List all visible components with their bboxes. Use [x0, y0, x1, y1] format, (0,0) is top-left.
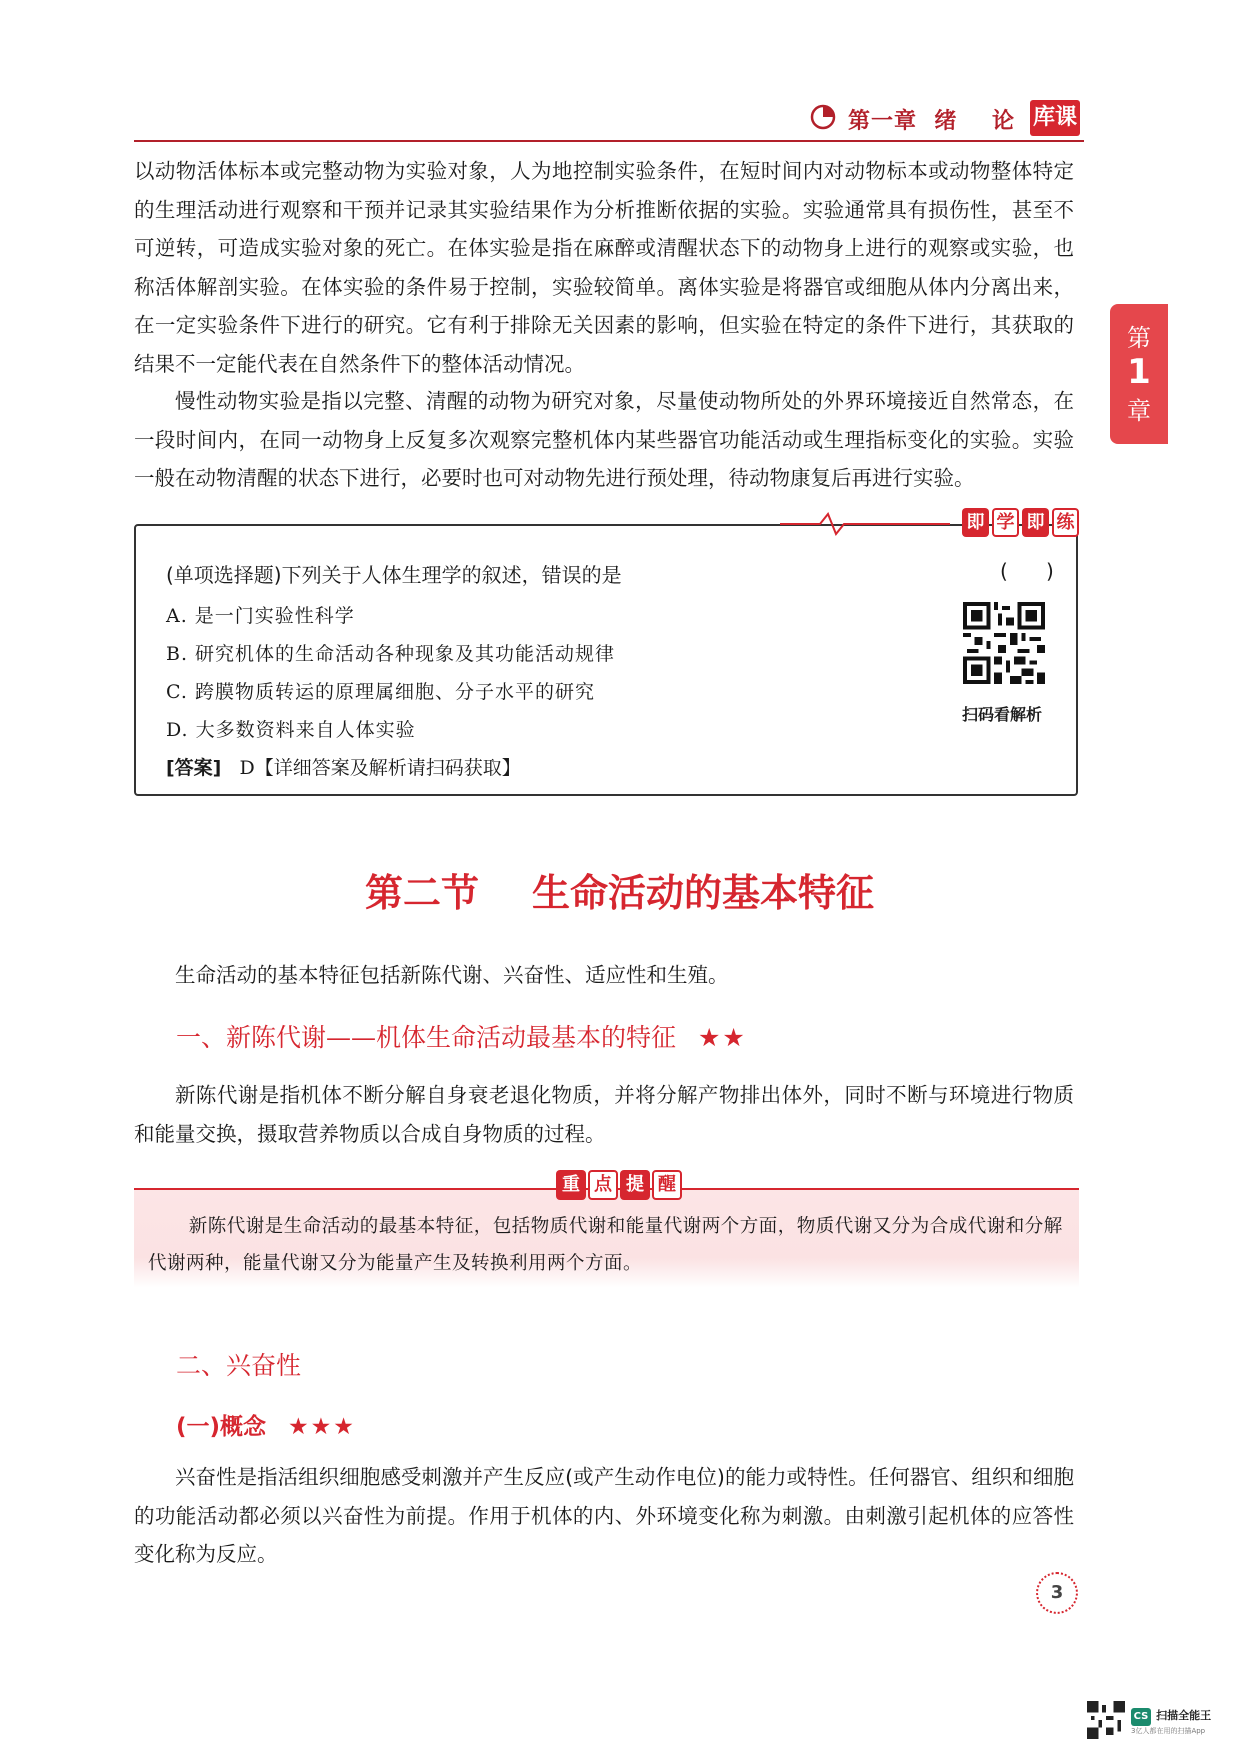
side-tab-number: 1 [1127, 352, 1151, 392]
badge-char: 重 [556, 1170, 586, 1200]
qr-code-icon[interactable] [963, 602, 1045, 684]
scanner-qr-icon [1087, 1701, 1125, 1739]
option-c: C. 跨膜物质转运的原理属细胞、分子水平的研究 [166, 681, 595, 703]
scanner-tagline: 3亿人都在用的扫描App [1131, 1727, 1206, 1735]
badge-char: 练 [1052, 508, 1079, 537]
chapter-side-tab [1110, 304, 1168, 444]
answer-line [166, 753, 521, 780]
badge-char: 提 [620, 1170, 650, 1200]
exercise-question: (单项选择题)下列关于人体生理学的叙述，错误的是 [166, 563, 622, 587]
subsection-title-metabolism [176, 1018, 747, 1054]
badge-char: 学 [992, 508, 1019, 537]
scanner-name: 扫描全能王 [1156, 1709, 1212, 1722]
section-title: 第二节 生命活动的基本特征 [365, 870, 874, 915]
badge-char: 即 [962, 508, 989, 537]
exercise-badge [962, 508, 1079, 537]
badge-char: 即 [1022, 508, 1049, 537]
subsection-title-text: 一、新陈代谢——机体生命活动最基本的特征 [176, 1023, 677, 1052]
paragraph-vivo-experiments: 以动物活体标本或完整动物为实验对象，人为地控制实验条件，在短时间内对动物标本或动物整体特定的生理活动进行观察和干预并记录其实验结果作为分析推断依据的实验。实验通常具有损伤性，甚至不可逆转，可造成实验对象的死亡。在体实验是指在麻醉或清醒状态下的动物身上进行的观察或实验，也称活体解剖实验。在体实验的条件易于控制，实验较简单。离体实验是将器官或细胞从体内分离出来，在一定实验条件下进行的研究。它有利于排除无关因素的影响，但实验在特定的条件下进行，其获取的结果不一定能代表在自然条件下的整体活动情况。 [134, 159, 1074, 376]
scanner-watermark [1087, 1690, 1237, 1750]
answer-text: D【详细答案及解析请扫码获取】 [239, 757, 521, 779]
subsection-title-excitability: 二、兴奋性 [176, 1351, 302, 1380]
scanner-logo: CS [1131, 1708, 1151, 1726]
paragraph-chronic-experiments: 慢性动物实验是指以完整、清醒的动物为研究对象，尽量使动物所处的外界环境接近自然常态，在一段时间内，在同一动物身上反复多次观察完整机体内某些器官功能活动或生理指标变化的实验。实验一般在动物清醒的状态下进行，必要时也可对动物先进行预处理，待动物康复后再进行实验。 [134, 389, 1074, 490]
paragraph-metabolism: 新陈代谢是指机体不断分解自身衰老退化物质，并将分解产物排出体外，同时不断与环境进行物质和能量交换，摄取营养物质以合成自身物质的过程。 [134, 1083, 1074, 1146]
ecg-line-icon [780, 508, 950, 538]
brand-logo: 库课 [1030, 100, 1080, 136]
answer-label: [答案] [166, 757, 222, 779]
pie-chart-icon [810, 104, 836, 130]
keypoint-text: 新陈代谢是生命活动的最基本特征，包括物质代谢和能量代谢两个方面，物质代谢又分为合成代谢和分解代谢两种，能量代谢又分为能量产生及转换利用两个方面。 [148, 1216, 1063, 1274]
subsubsection-title-text: (一)概念 [176, 1414, 267, 1440]
side-tab-line3: 章 [1127, 397, 1151, 425]
qr-label: 扫码看解析 [962, 705, 1043, 724]
scanner-brand [1131, 1704, 1211, 1736]
paragraph-excitability: 兴奋性是指活组织细胞感受刺激并产生反应(或产生动作电位)的能力或特性。任何器官、组织和细胞的功能活动都必须以兴奋性为前提。作用于机体的内、外环境变化称为刺激。由刺激引起机体的应答性变化称为反应。 [134, 1465, 1074, 1566]
option-d: D. 大多数资料来自人体实验 [166, 719, 416, 741]
option-a: A. 是一门实验性科学 [166, 605, 355, 627]
subsubsection-title-concept [176, 1408, 356, 1441]
header-divider [134, 140, 1084, 142]
importance-stars: ★★ [698, 1023, 747, 1052]
badge-char: 醒 [652, 1170, 682, 1200]
badge-char: 点 [588, 1170, 618, 1200]
importance-stars: ★★★ [288, 1414, 356, 1440]
chapter-title: 第一章 绪 论 [848, 109, 1015, 134]
page-number: 3 [1036, 1572, 1078, 1614]
section-intro: 生命活动的基本特征包括新陈代谢、兴奋性、适应性和生殖。 [175, 963, 729, 987]
option-b: B. 研究机体的生命活动各种现象及其功能活动规律 [166, 643, 616, 665]
side-tab-line1: 第 [1127, 324, 1151, 352]
answer-bracket: ( ) [1000, 559, 1054, 583]
keypoint-badge [556, 1170, 682, 1200]
